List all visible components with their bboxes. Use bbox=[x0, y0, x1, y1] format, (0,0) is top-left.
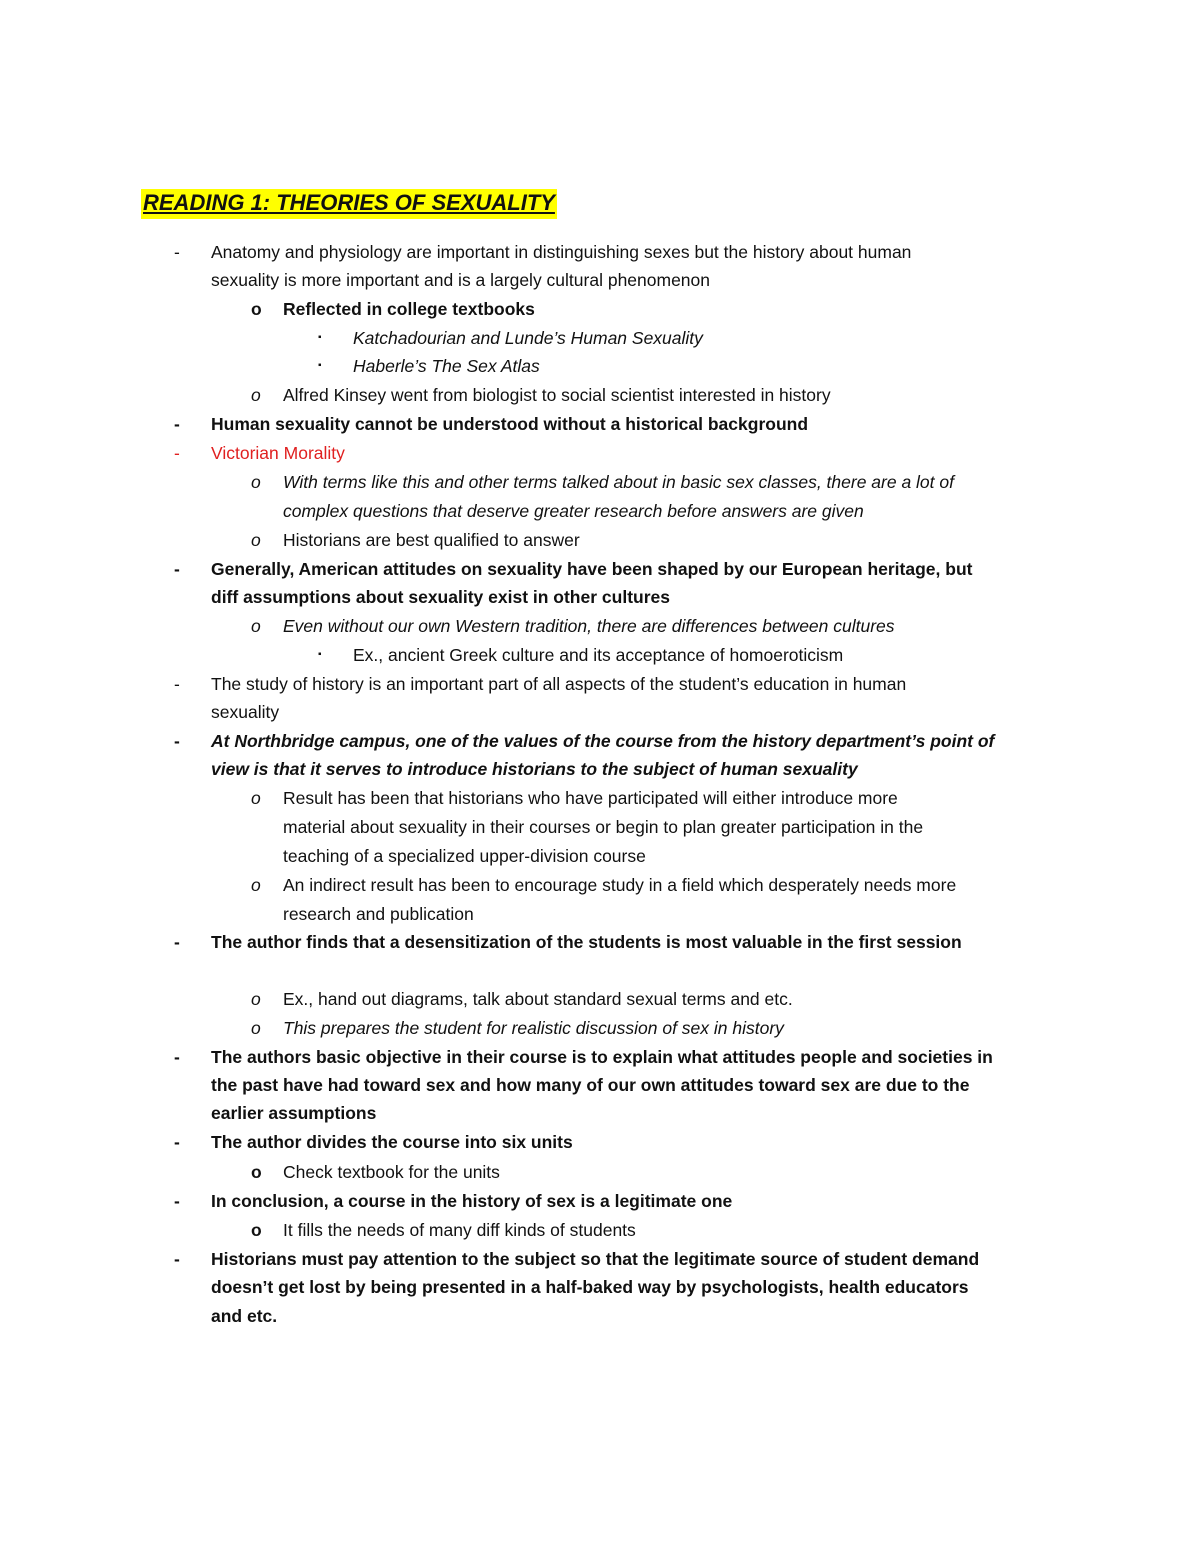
sub-bullet-text-continued: teaching of a specialized upper-division course bbox=[283, 846, 646, 866]
sub-bullet-text-continued: research and publication bbox=[283, 904, 474, 924]
sub-bullet-text-continued: material about sexuality in their courses or begin to plan greater participation in the bbox=[283, 817, 924, 837]
sub-bullet-text: It fills the needs of many diff kinds of students bbox=[283, 1220, 636, 1240]
bullet-dash: - bbox=[174, 1132, 180, 1152]
bullet-square: ▪ bbox=[318, 649, 322, 660]
bullet-text: Generally, American attitudes on sexuality have been shaped by our European heritage, but bbox=[211, 559, 973, 579]
bullet-circle: o bbox=[251, 989, 261, 1009]
bullet-dash: - bbox=[174, 443, 180, 463]
bullet-text: Human sexuality cannot be understood without a historical background bbox=[211, 414, 809, 434]
bullet-text-continued: sexuality is more important and is a largely cultural phenomenon bbox=[211, 270, 711, 290]
bullet-text: The study of history is an important part of all aspects of the student’s education in human bbox=[211, 674, 907, 694]
sub-bullet-text: Alfred Kinsey went from biologist to social scientist interested in history bbox=[283, 385, 831, 405]
bullet-square: ▪ bbox=[318, 360, 322, 371]
sub-sub-bullet-text: Haberle’s The Sex Atlas bbox=[353, 356, 540, 376]
bullet-circle: o bbox=[251, 616, 261, 636]
bullet-text-continued: view is that it serves to introduce historians to the subject of human sexuality bbox=[211, 759, 858, 779]
bullet-dash: - bbox=[174, 242, 180, 262]
sub-bullet-text: Historians are best qualified to answer bbox=[283, 530, 580, 550]
sub-bullet-text: Ex., hand out diagrams, talk about standard sexual terms and etc. bbox=[283, 989, 793, 1009]
bullet-square: ▪ bbox=[318, 332, 322, 343]
page-title: READING 1: THEORIES OF SEXUALITY bbox=[141, 189, 557, 219]
sub-bullet-text: With terms like this and other terms talked about in basic sex classes, there are a lot of bbox=[283, 472, 954, 492]
bullet-circle: o bbox=[251, 1220, 262, 1240]
bullet-text: The author divides the course into six units bbox=[211, 1132, 573, 1152]
bullet-dash: - bbox=[174, 932, 180, 952]
bullet-text-highlight: Victorian Morality bbox=[211, 443, 345, 463]
bullet-dash: - bbox=[174, 731, 180, 751]
sub-bullet-text-continued: complex questions that deserve greater research before answers are given bbox=[283, 501, 864, 521]
bullet-text: The author finds that a desensitization of the students is most valuable in the first session bbox=[211, 932, 962, 952]
bullet-text: In conclusion, a course in the history of sex is a legitimate one bbox=[211, 1191, 733, 1211]
bullet-circle: o bbox=[251, 299, 262, 319]
bullet-dash: - bbox=[174, 674, 180, 694]
bullet-circle: o bbox=[251, 875, 261, 895]
bullet-dash: - bbox=[174, 1191, 180, 1211]
sub-bullet-text: Reflected in college textbooks bbox=[283, 299, 535, 319]
sub-bullet-text: An indirect result has been to encourage study in a field which desperately needs more bbox=[283, 875, 957, 895]
bullet-text: At Northbridge campus, one of the values of the course from the history department’s point of bbox=[211, 731, 995, 751]
sub-sub-bullet-text: Ex., ancient Greek culture and its acceptance of homoeroticism bbox=[353, 645, 844, 665]
bullet-dash: - bbox=[174, 1047, 180, 1067]
bullet-text: Anatomy and physiology are important in distinguishing sexes but the history about human bbox=[211, 242, 912, 262]
bullet-text: The authors basic objective in their course is to explain what attitudes people and societies in bbox=[211, 1047, 993, 1067]
bullet-dash: - bbox=[174, 1249, 180, 1269]
bullet-circle: o bbox=[251, 472, 261, 492]
sub-bullet-text: Result has been that historians who have participated will either introduce more bbox=[283, 788, 898, 808]
bullet-text-continued: sexuality bbox=[211, 702, 280, 722]
bullet-text-continued: diff assumptions about sexuality exist in other cultures bbox=[211, 587, 670, 607]
bullet-circle: o bbox=[251, 788, 261, 808]
bullet-text-continued: and etc. bbox=[211, 1306, 278, 1326]
sub-sub-bullet-text: Katchadourian and Lunde’s Human Sexuality bbox=[353, 328, 703, 348]
bullet-text-continued: doesn’t get lost by being presented in a half-baked way by psychologists, health educators bbox=[211, 1277, 969, 1297]
bullet-circle: o bbox=[251, 1018, 261, 1038]
sub-bullet-text: Check textbook for the units bbox=[283, 1162, 500, 1182]
bullet-text: Historians must pay attention to the subject so that the legitimate source of student demand bbox=[211, 1249, 980, 1269]
bullet-circle: o bbox=[251, 1162, 262, 1182]
bullet-dash: - bbox=[174, 559, 180, 579]
sub-bullet-text: Even without our own Western tradition, there are differences between cultures bbox=[283, 616, 895, 636]
bullet-text-continued: earlier assumptions bbox=[211, 1103, 377, 1123]
sub-bullet-text: This prepares the student for realistic discussion of sex in history bbox=[283, 1018, 784, 1038]
bullet-text-continued: the past have had toward sex and how many of our own attitudes toward sex are due to the bbox=[211, 1075, 970, 1095]
bullet-circle: o bbox=[251, 530, 261, 550]
bullet-dash: - bbox=[174, 414, 180, 434]
bullet-circle: o bbox=[251, 385, 261, 405]
